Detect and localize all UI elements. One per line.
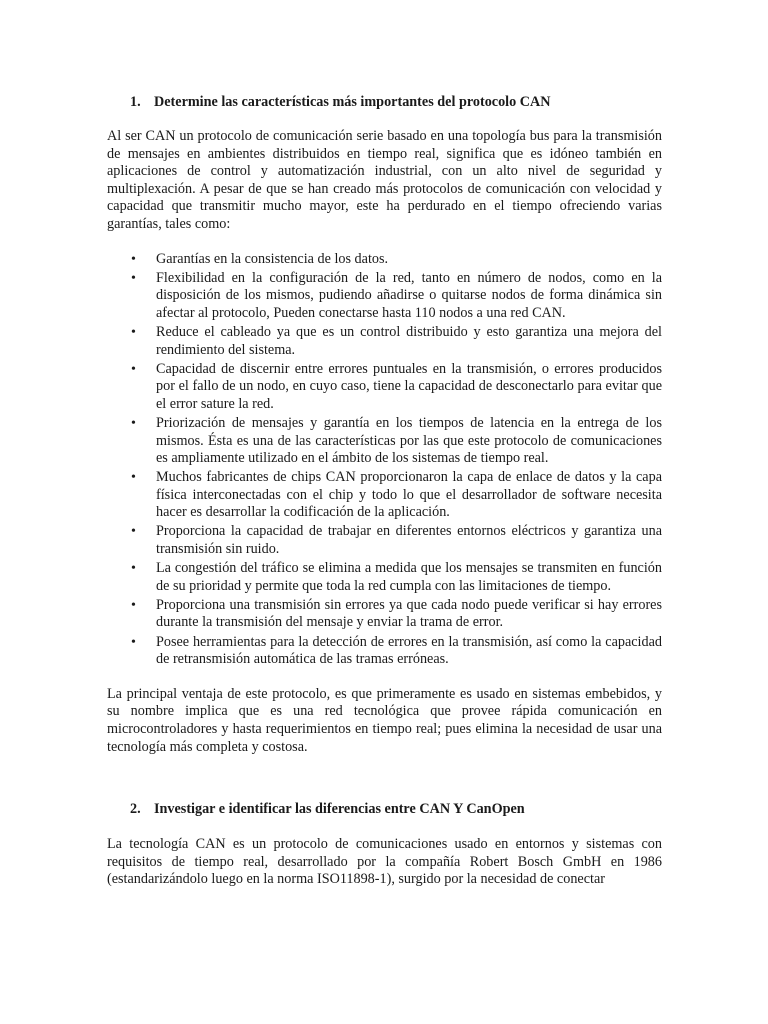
section-2-number: 2. <box>130 801 141 818</box>
list-item-text: Posee herramientas para la detección de errores en la transmisión, así como la capacidad de retransmisión automática de las tramas erróneas. <box>156 633 662 668</box>
bullet-icon: • <box>131 597 136 613</box>
document-page <box>107 93 662 889</box>
list-item <box>107 270 662 323</box>
bullet-icon: • <box>131 634 136 650</box>
list-item <box>107 523 662 558</box>
bullet-icon: • <box>131 524 136 540</box>
list-item-text: Muchos fabricantes de chips CAN proporcionaron la capa de enlace de datos y la capa física interconectadas con el chip y todo lo que el desarrollador de software necesita hacer es desarrollar la codificación de la aplicación. <box>156 469 662 521</box>
list-item-text: Flexibilidad en la configuración de la red, tanto en número de nodos, como en la disposición de los mismos, pudiendo añadirse o quitarse nodos de forma dinámica sin afectar al protocolo, Pueden conectarse hasta 110 nodos a una red CAN. <box>156 269 662 321</box>
list-item-text: Proporciona la capacidad de trabajar en diferentes entornos eléctricos y garantiza una transmisión sin ruido. <box>156 523 662 558</box>
list-item-text: La congestión del tráfico se elimina a medida que los mensajes se transmiten en función de su prioridad y permite que toda la red cumpla con las limitaciones de tiempo. <box>156 560 662 594</box>
bullet-icon: • <box>131 251 136 267</box>
list-item <box>107 361 662 414</box>
section-2-heading <box>107 800 662 818</box>
section-1-title: Determine las características más importantes del protocolo CAN <box>154 94 551 110</box>
features-bullet-list <box>107 251 662 669</box>
list-item <box>107 469 662 522</box>
section-1-heading <box>107 93 662 111</box>
section-2-title: Investigar e identificar las diferencias entre CAN Y CanOpen <box>154 801 525 818</box>
list-item <box>107 324 662 359</box>
bullet-icon: • <box>131 324 136 340</box>
list-item <box>107 597 662 632</box>
list-item <box>107 634 662 669</box>
list-item <box>107 415 662 468</box>
section-1-intro-paragraph: Al ser CAN un protocolo de comunicación serie basado en una topología bus para la transmisión de mensajes en ambientes distribuidos en tiempo real, significa que es idóneo también en aplicaciones de control y automatización industrial, con un alto nivel de seguridad y multiplexación. A pesar de que se han creado más protocolos de comunicación con velocidad y capacidad que transmitir mucho mayor, este ha perdurado en el tiempo ofreciendo varias garantías, tales como: <box>107 128 662 232</box>
section-1-number: 1. <box>130 94 141 110</box>
list-item <box>107 560 662 595</box>
section-1-conclusion-paragraph: La principal ventaja de este protocolo, es que primeramente es usado en sistemas embebidos, y su nombre implica que es una red tecnológica que provee rápida comunicación en microcontroladores y hasta requerimientos en tiempo real; pues elimina la necesidad de usar una tecnología más completa y costosa. <box>107 685 662 755</box>
bullet-icon: • <box>131 415 136 431</box>
bullet-icon: • <box>131 270 136 286</box>
list-item-text: Capacidad de discernir entre errores puntuales en la transmisión, o errores producidos por el fallo de un nodo, en cuyo caso, tiene la capacidad de desconectarlo para evitar que el error sature la red. <box>156 360 662 412</box>
bullet-icon: • <box>131 561 136 577</box>
list-item-text: Proporciona una transmisión sin errores ya que cada nodo puede verificar si hay errores durante la transmisión del mensaje y enviar la trama de error. <box>156 596 662 631</box>
list-item-text: Reduce el cableado ya que es un control distribuido y esto garantiza una mejora del rendimiento del sistema. <box>156 323 662 358</box>
bullet-icon: • <box>131 470 136 486</box>
bullet-icon: • <box>131 361 136 377</box>
list-item-text: Garantías en la consistencia de los datos. <box>156 250 389 267</box>
list-item <box>107 251 662 269</box>
list-item-text: Priorización de mensajes y garantía en los tiempos de latencia en la entrega de los mismos. Ésta es una de las características por las que este protocolo de comunicaciones es ampliamente utilizado en el ámbito de los sistemas de tiempo real. <box>156 414 662 467</box>
section-2-intro-paragraph: La tecnología CAN es un protocolo de comunicaciones usado en entornos y sistemas con requisitos de tiempo real, desarrollado por la compañía Robert Bosch GmbH en 1986 (estandarizándolo luego en la norma ISO11898-1), surgido por la necesidad de conectar <box>107 836 662 888</box>
